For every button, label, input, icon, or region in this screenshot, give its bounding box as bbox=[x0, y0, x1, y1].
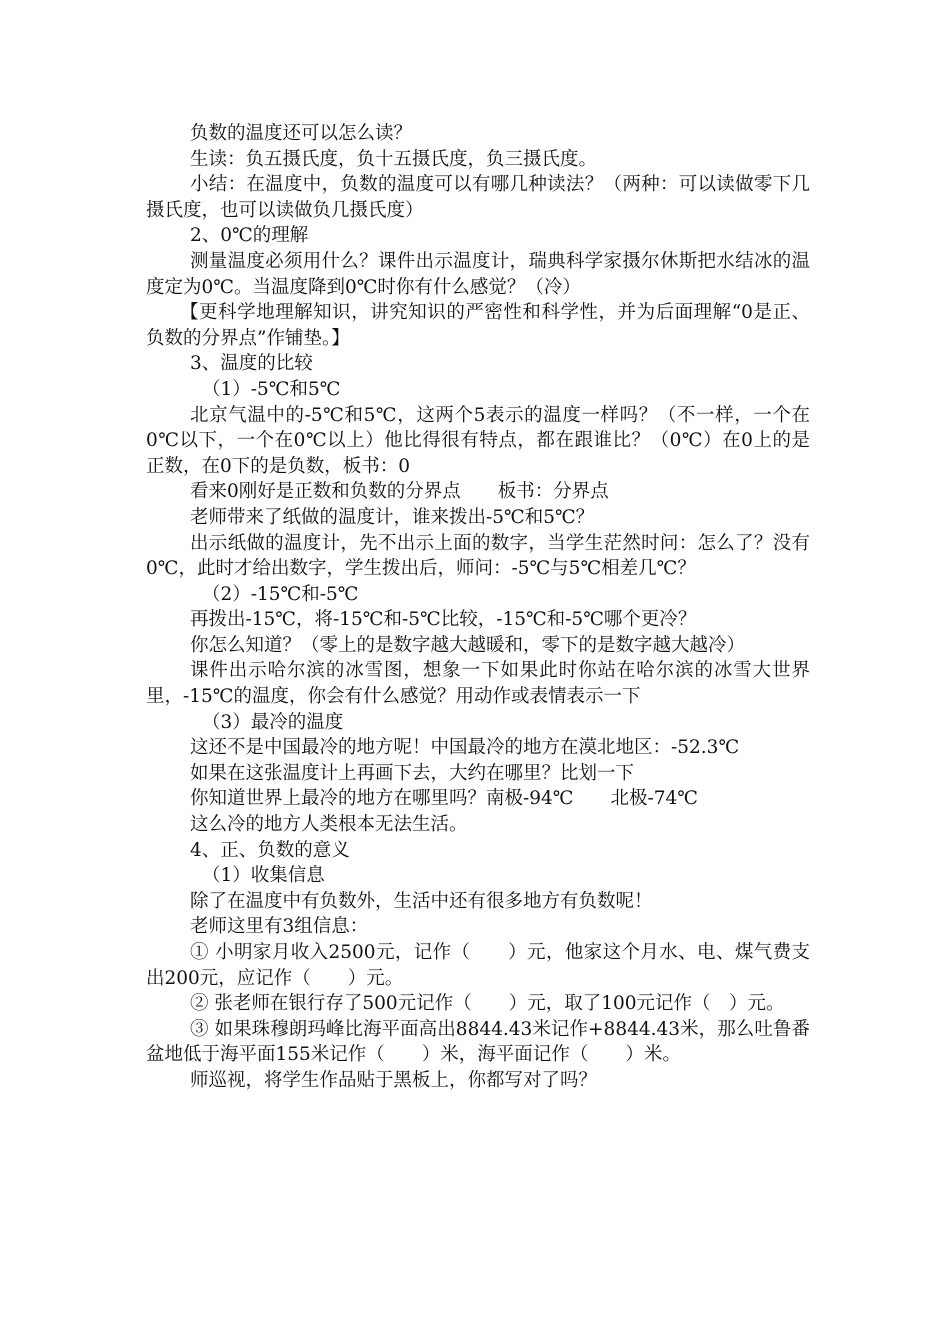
paragraph: 除了在温度中有负数外，生活中还有很多地方有负数呢！ bbox=[190, 890, 653, 912]
paragraph: 你知道世界上最冷的地方在哪里吗？南极-94℃ 北极-74℃ bbox=[190, 788, 698, 810]
paragraph: 再拨出-15℃，将-15℃和-5℃比较，-15℃和-5℃哪个更冷？ bbox=[190, 609, 697, 631]
paragraph: 老师这里有3组信息： bbox=[190, 916, 369, 938]
subsection-heading: （3）最冷的温度 bbox=[202, 711, 344, 733]
section-heading: 2、0℃的理解 bbox=[190, 225, 309, 247]
list-item: ③ 如果珠穆朗玛峰比海平面高出8844.43米记作+8844.43米，那么吐鲁番盆地低于海平面155米记作（ ）米，海平面记作（ ）米。 bbox=[146, 1018, 810, 1066]
paragraph: 生读：负五摄氏度，负十五摄氏度，负三摄氏度。 bbox=[190, 148, 598, 170]
paragraph: 小结：在温度中，负数的温度可以有哪几种读法？（两种：可以读做零下几摄氏度，也可以读做负几摄氏度） bbox=[146, 174, 810, 221]
section-heading: 3、温度的比较 bbox=[190, 353, 313, 375]
paragraph: 这么冷的地方人类根本无法生活。 bbox=[190, 814, 468, 836]
note-paragraph: 【更科学地理解知识，讲究知识的严密性和科学性，并为后面理解“0是正、负数的分界点”作铺垫。】 bbox=[146, 302, 810, 349]
list-item: ① 小明家月收入2500元，记作（ ）元，他家这个月水、电、煤气费支出200元，应记作（ ）元。 bbox=[146, 942, 810, 989]
paragraph: 北京气温中的-5℃和5℃，这两个5表示的温度一样吗？（不一样，一个在0℃以下，一个在0℃以上）他比得很有特点，都在跟谁比？（0℃）在0上的是正数，在0下的是负数，板书：0 bbox=[146, 404, 810, 477]
subsection-heading: （1）-5℃和5℃ bbox=[202, 378, 341, 400]
paragraph: 课件出示哈尔滨的冰雪图，想象一下如果此时你站在哈尔滨的冰雪大世界里，-15℃的温度，你会有什么感觉？用动作或表情表示一下 bbox=[146, 660, 810, 708]
subsection-heading: （1）收集信息 bbox=[202, 865, 325, 887]
paragraph: 你怎么知道？（零上的是数字越大越暖和，零下的是数字越大越冷） bbox=[190, 634, 746, 656]
paragraph: 出示纸做的温度计，先不出示上面的数字，当学生茫然时问：怎么了？没有0℃，此时才给出数字，学生拨出后，师问：-5℃与5℃相差几℃？ bbox=[146, 532, 810, 580]
paragraph: 老师带来了纸做的温度计，谁来拨出-5℃和5℃？ bbox=[190, 506, 595, 528]
paragraph: 如果在这张温度计上再画下去，大约在哪里？比划一下 bbox=[190, 762, 635, 784]
subsection-heading: （2）-15℃和-5℃ bbox=[202, 583, 359, 605]
section-heading: 4、正、负数的意义 bbox=[190, 839, 350, 861]
list-item: ② 张老师在银行存了500元记作（ ）元，取了100元记作（ ）元。 bbox=[190, 993, 785, 1015]
paragraph: 师巡视，将学生作品贴于黑板上，你都写对了吗？ bbox=[190, 1069, 598, 1091]
paragraph: 负数的温度还可以怎么读？ bbox=[190, 123, 413, 144]
paragraph: 测量温度必须用什么？课件出示温度计，瑞典科学家摄尔休斯把水结冰的温度定为0℃。当温度降到0℃时你有什么感觉？（冷） bbox=[146, 250, 810, 298]
document-page bbox=[146, 121, 810, 1094]
paragraph: 看来0刚好是正数和负数的分界点 板书：分界点 bbox=[190, 481, 609, 503]
paragraph: 这还不是中国最冷的地方呢！中国最冷的地方在漠北地区：-52.3℃ bbox=[190, 737, 740, 759]
